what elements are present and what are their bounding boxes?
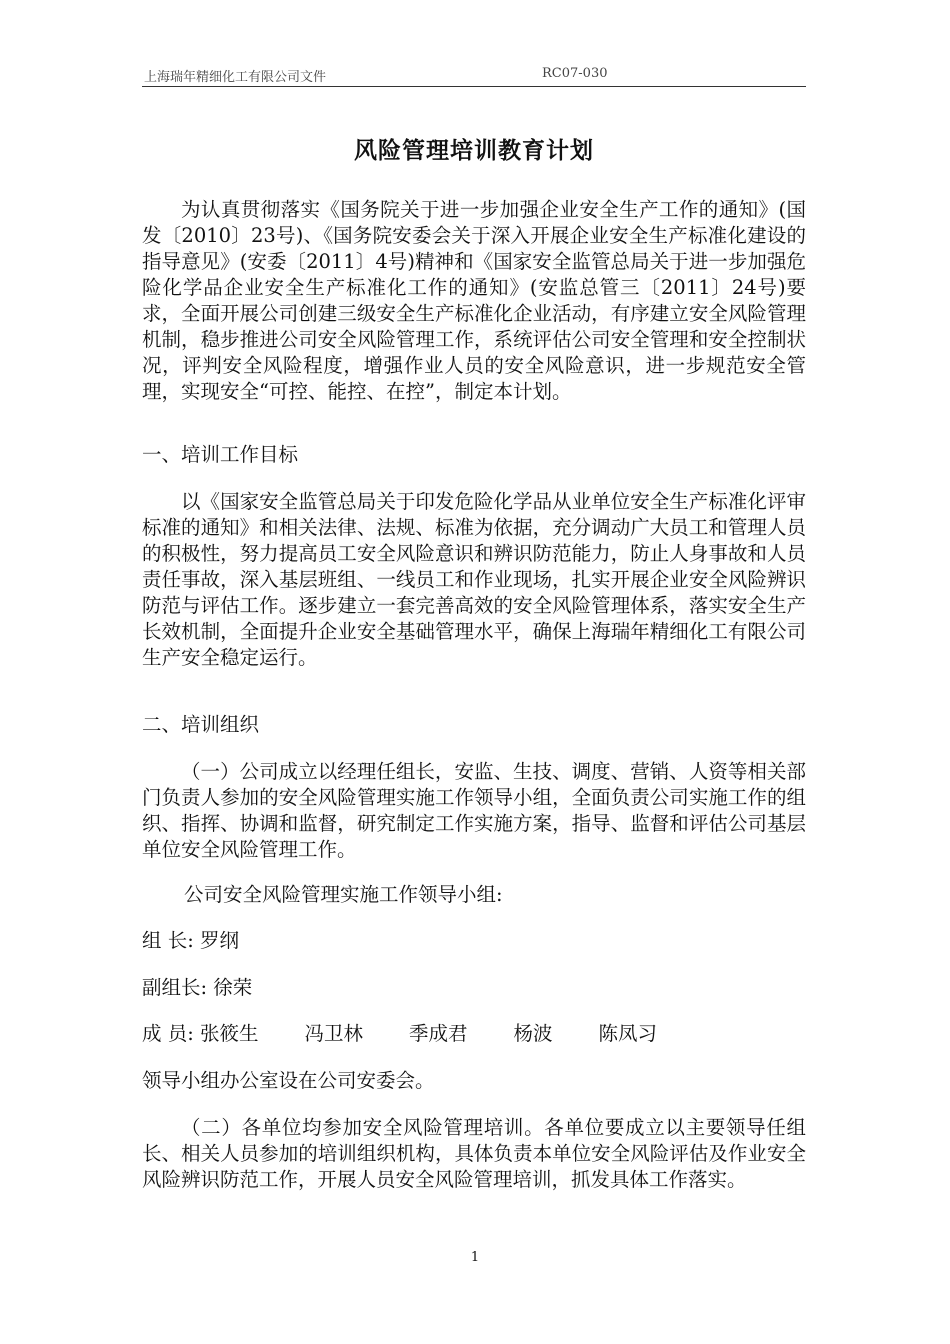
leader-row	[142, 928, 239, 954]
office-note: 领导小组办公室设在公司安委会。	[142, 1069, 435, 1092]
page-header	[142, 64, 806, 87]
deputy-label: 副组长:	[142, 976, 208, 999]
member-name: 陈凤习	[598, 1022, 658, 1045]
section2-item2: （二）各单位均参加安全风险管理培训。各单位要成立以主要领导任组长、相关人员参加的培训组织机构，具体负责本单位安全风险评估及作业安全风险辨识防范工作，开展人员安全风险管理培训，抓发具体工作落实。	[142, 1116, 806, 1191]
section1-body: 以《国家安全监管总局关于印发危险化学品从业单位安全生产标准化评审标准的通知》和相关法律、法规、标准为依据，充分调动广大员工和管理人员的积极性，努力提高员工安全风险意识和辨识防范能力，防止人身事故和人员责任事故，深入基层班组、一线员工和作业现场，扎实开展企业安全风险辨识防范与评估工作。逐步建立一套完善高效的安全风险管理体系，落实安全生产长效机制，全面提升企业安全基础管理水平，确保上海瑞年精细化工有限公司生产安全稳定运行。	[142, 490, 806, 669]
member-name: 杨波	[513, 1022, 553, 1045]
members-row	[142, 1021, 703, 1047]
member-name: 张筱生	[199, 1022, 259, 1045]
member-name: 季成君	[409, 1022, 468, 1045]
section1-heading: 一、培训工作目标	[142, 443, 299, 466]
deputy-name: 徐荣	[213, 976, 253, 999]
members-label: 成 员:	[142, 1022, 194, 1045]
header-doc-code: RC07-030	[542, 66, 608, 81]
section2-item1: （一）公司成立以经理任组长，安监、生技、调度、营销、人资等相关部门负责人参加的安全风险管理实施工作领导小组，全面负责公司实施工作的组织、指挥、协调和监督，研究制定工作实施方案，指导、监督和评估公司基层单位安全风险管理工作。	[142, 760, 806, 861]
group-title: 公司安全风险管理实施工作领导小组:	[184, 883, 503, 906]
leader-name: 罗纲	[199, 929, 239, 952]
deputy-row	[142, 975, 252, 1001]
leader-label: 组 长:	[142, 929, 194, 952]
section2-heading: 二、培训组织	[142, 713, 260, 736]
intro-paragraph: 为认真贯彻落实《国务院关于进一步加强企业安全生产工作的通知》(国发〔2010〕23号)、《国务院安委会关于深入开展企业安全生产标准化建设的指导意见》(安委〔2011〕4号)精神和《国家安全监管总局关于进一步加强危险化学品企业安全生产标准化工作的通知》(安监总管三〔2011〕24号)要求，全面开展公司创建三级安全生产标准化企业活动，有序建立安全风险管理机制，稳步推进公司安全风险管理工作，系统评估公司安全管理和安全控制状况，评判安全风险程度，增强作业人员的安全风险意识，进一步规范安全管理，实现安全“可控、能控、在控”，制定本计划。	[142, 198, 806, 403]
page-title: 风险管理培训教育计划	[354, 137, 594, 164]
header-org: 上海瑞年精细化工有限公司文件	[144, 70, 327, 85]
member-name: 冯卫林	[304, 1022, 364, 1045]
page-number: 1	[470, 1250, 480, 1265]
